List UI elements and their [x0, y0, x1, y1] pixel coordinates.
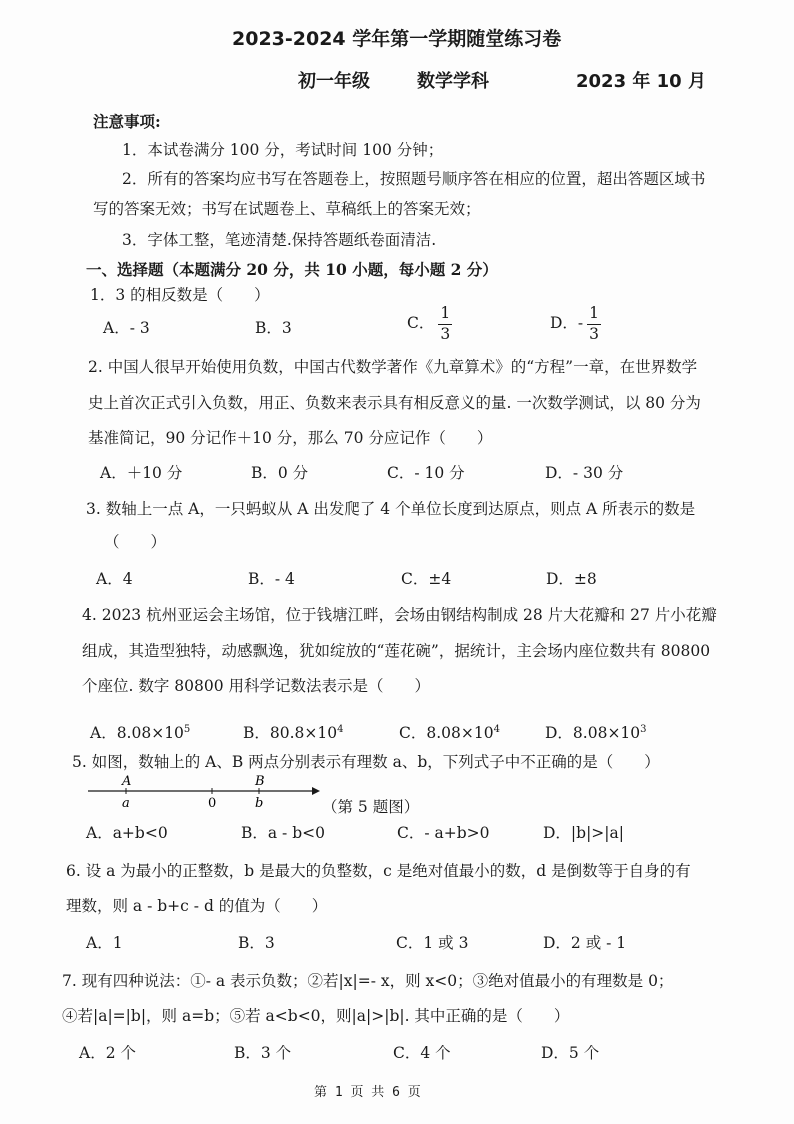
question-4-option-a: A．$8.08\times 10^5$: [90, 723, 191, 742]
question-3-option-b: B．- 4: [248, 570, 295, 588]
question-7-option-a: A．2 个: [79, 1044, 136, 1062]
question-1-option-d: [550, 306, 601, 342]
question-4-line: 个座位. 数字 80800 用科学记数法表示是（ ）: [82, 677, 431, 695]
question-4-line: 组成，其造型独特，动感飘逸，犹如绽放的“莲花碗”，据统计，主会场内座位数共有 80800: [82, 642, 711, 660]
question-5-option-d: D．|b|>|a|: [543, 824, 624, 842]
fraction: $\frac{1}{3}$: [589, 304, 600, 343]
question-6-option-b: B．3: [238, 934, 275, 952]
question-1-option-a: A．- 3: [103, 319, 150, 337]
question-1-stem: 1．3 的相反数是（ ）: [90, 286, 270, 304]
question-7-line: 7. 现有四种说法：①- a 表示负数；②若|x|=- x，则 x<0；③绝对值最小的有理数是 0；: [62, 972, 674, 990]
exam-date: 2023 年 10 月: [576, 71, 706, 92]
question-6-line: 理数，则 a - b+c - d 的值为（ ）: [66, 897, 328, 915]
question-7-option-d: D．5 个: [541, 1044, 600, 1062]
question-2-option-a: A．＋10 分: [100, 464, 183, 482]
point-a-label: A: [122, 774, 132, 789]
question-4-option-c: C．$8.08\times 10^4$: [399, 723, 500, 742]
grade-label: 初一年级: [298, 71, 370, 92]
question-6-line: 6. 设 a 为最小的正整数，b 是最大的负整数，c 是绝对值最小的数，d 是倒数等于自身的有: [66, 862, 691, 880]
exam-title: 2023-2024 学年第一学期随堂练习卷: [232, 28, 562, 50]
question-2-option-c: C．- 10 分: [387, 464, 465, 482]
note-item: 1．本试卷满分 100 分，考试时间 100 分钟；: [122, 141, 444, 159]
question-5-option-b: B．a - b<0: [241, 824, 325, 842]
question-6-option-c: C．1 或 3: [396, 934, 469, 952]
notes-heading: 注意事项:: [93, 112, 161, 131]
subject-label: 数学学科: [417, 71, 489, 92]
number-line-figure: [86, 772, 326, 810]
question-5-option-c: C．- a+b>0: [397, 824, 490, 842]
question-4-option-b: B．$80.8\times 10^4$: [243, 723, 344, 742]
question-5-stem: 5. 如图，数轴上的 A、B 两点分别表示有理数 a、b，下列式子中不正确的是（ ）: [72, 753, 660, 771]
question-1-option-c: [407, 306, 452, 342]
note-item: 写的答案无效；书写在试题卷上、草稿纸上的答案无效；: [93, 200, 481, 218]
note-item: 3．字体工整，笔迹清楚.保持答题纸卷面清洁.: [122, 231, 437, 249]
option-label: D．-: [550, 314, 584, 332]
point-b-value: b: [255, 796, 264, 810]
question-7-option-c: C．4 个: [393, 1044, 451, 1062]
question-6-option-d: D．2 或 - 1: [543, 934, 627, 952]
figure-caption: （第 5 题图）: [322, 798, 420, 816]
point-b-label: B: [255, 774, 265, 789]
question-4-option-d: D．$8.08\times 10^3$: [545, 723, 647, 742]
question-7-line: ④若|a|=|b|，则 a=b；⑤若 a<b<0，则|a|>|b|. 其中正确的是（ ）: [62, 1007, 570, 1025]
page-number: 第 1 页 共 6 页: [314, 1085, 421, 1100]
question-2-line: 史上首次正式引入负数，用正、负数来表示具有相反意义的量. 一次数学测试，以 80 分为: [88, 394, 701, 412]
section-heading: 一、选择题（本题满分 20 分，共 10 小题，每小题 2 分）: [86, 260, 498, 279]
question-3-line: 3. 数轴上一点 A，一只蚂蚁从 A 出发爬了 4 个单位长度到达原点，则点 A 所表示的数是: [86, 500, 696, 518]
question-3-option-d: D．±8: [546, 570, 597, 588]
question-7-option-b: B．3 个: [234, 1044, 292, 1062]
question-3-option-a: A．4: [96, 570, 133, 588]
question-6-option-a: A．1: [86, 934, 123, 952]
question-2-option-d: D．- 30 分: [545, 464, 624, 482]
fraction: $\frac{1}{3}$: [440, 304, 451, 343]
question-2-option-b: B．0 分: [251, 464, 309, 482]
question-1-option-b: B．3: [255, 319, 292, 337]
question-4-line: 4. 2023 杭州亚运会主场馆，位于钱塘江畔，会场由钢结构制成 28 片大花瓣和 27 片小花瓣: [82, 606, 717, 624]
question-2-line: 2. 中国人很早开始使用负数，中国古代数学著作《九章算术》的“方程”一章，在世界数学: [88, 358, 698, 376]
option-label: C．: [407, 314, 435, 332]
question-3-option-c: C．±4: [401, 570, 452, 588]
question-2-line: 基准简记，90 分记作＋10 分，那么 70 分应记作（ ）: [88, 429, 493, 447]
note-item: 2．所有的答案均应书写在答题卷上，按照题号顺序答在相应的位置，超出答题区域书: [122, 170, 706, 188]
question-5-option-a: A．a+b<0: [86, 824, 168, 842]
question-3-line: （ ）: [104, 533, 167, 551]
origin-label: 0: [208, 796, 217, 810]
number-line-arrow: [312, 787, 320, 795]
point-a-value: a: [122, 796, 130, 810]
